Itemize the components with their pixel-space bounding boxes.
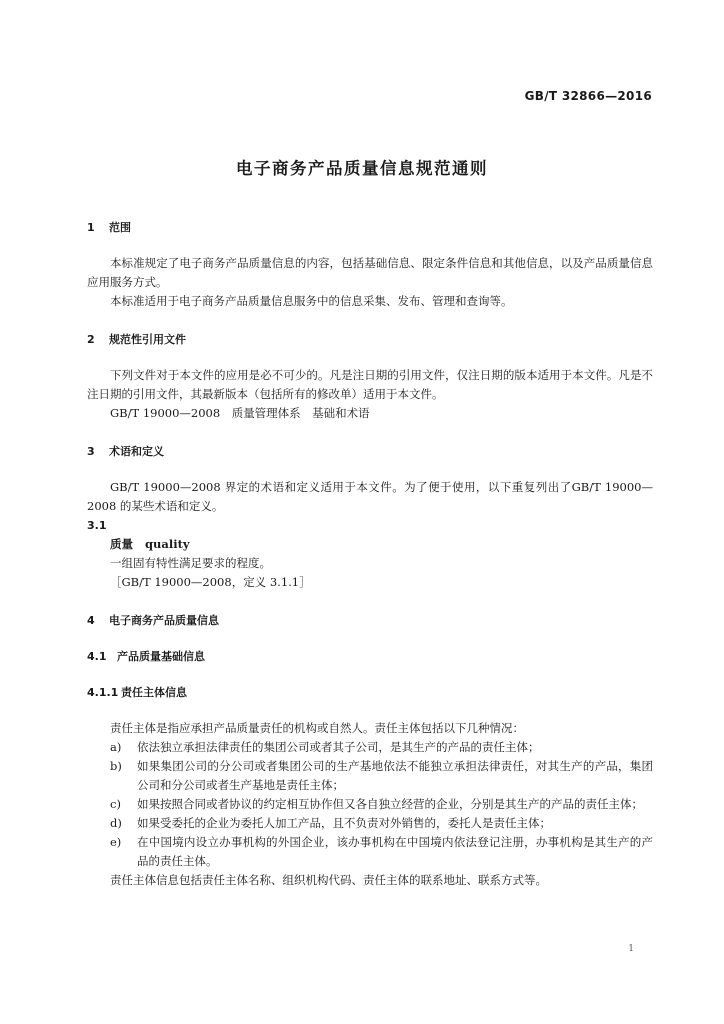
section-3-heading bbox=[87, 442, 653, 461]
list-item bbox=[87, 738, 653, 757]
section-1-heading bbox=[87, 218, 653, 237]
section-title: 产品质量基础信息 bbox=[117, 650, 205, 663]
term-number: 3.1 bbox=[87, 519, 107, 532]
document-body bbox=[87, 218, 653, 890]
list-marker: c) bbox=[110, 797, 121, 811]
paragraph: 责任主体是指应承担产品质量责任的机构或自然人。责任主体包括以下几种情况： bbox=[110, 721, 524, 735]
list-marker: e) bbox=[110, 835, 122, 849]
list-item bbox=[87, 814, 653, 833]
term-chinese: 质量 bbox=[110, 537, 133, 551]
document-code: GB/T 32866—2016 bbox=[524, 89, 652, 103]
document-title: 电子商务产品质量信息规范通则 bbox=[236, 159, 488, 178]
section-title: 责任主体信息 bbox=[121, 686, 187, 699]
section-4-1-1-heading bbox=[87, 683, 653, 702]
list-marker: b) bbox=[110, 759, 122, 773]
list-item bbox=[87, 795, 653, 814]
list-marker: a) bbox=[110, 740, 122, 754]
section-title: 规范性引用文件 bbox=[109, 333, 186, 346]
list-text: 如果受委托的企业为委托人加工产品，且不负责对外销售的，委托人是责任主体； bbox=[137, 816, 551, 830]
list-text: 如果集团公司的分公司或者集团公司的生产基地依法不能独立承担法律责任，对其生产的产品，集团公司和分公司或者生产基地是责任主体； bbox=[137, 759, 653, 792]
list-item bbox=[87, 833, 653, 871]
list-text: 在中国境内设立办事机构的外国企业，该办事机构在中国境内依法登记注册，办事机构是其生产的产品的责任主体。 bbox=[137, 835, 653, 868]
page-number: 1 bbox=[628, 944, 634, 954]
term-source: ［GB/T 19000—2008，定义 3.1.1］ bbox=[110, 575, 311, 589]
list-text: 依法独立承担法律责任的集团公司或者其子公司，是其生产的产品的责任主体； bbox=[137, 740, 540, 754]
paragraph: 本标准规定了电子商务产品质量信息的内容，包括基础信息、限定条件信息和其他信息，以及产品质量信息应用服务方式。 bbox=[87, 256, 653, 289]
section-number: 4 bbox=[87, 614, 95, 627]
paragraph: 本标准适用于电子商务产品质量信息服务中的信息采集、发布、管理和查询等。 bbox=[110, 294, 513, 308]
normative-reference: GB/T 19000—2008 质量管理体系 基础和术语 bbox=[110, 406, 370, 420]
section-number: 4.1 bbox=[87, 650, 107, 663]
term-english: quality bbox=[145, 537, 190, 551]
section-title: 范围 bbox=[109, 221, 131, 234]
section-4-1-heading bbox=[87, 647, 653, 666]
paragraph: GB/T 19000—2008 界定的术语和定义适用于本文件。为了便于使用，以下重复列出了GB/T 19000—2008 的某些术语和定义。 bbox=[87, 480, 653, 513]
paragraph: 责任主体信息包括责任主体名称、组织机构代码、责任主体的联系地址、联系方式等。 bbox=[110, 873, 547, 887]
section-number: 2 bbox=[87, 333, 95, 346]
section-number: 4.1.1 bbox=[87, 686, 119, 699]
list-text: 如果按照合同或者协议的约定相互协作但又各自独立经营的企业，分别是其生产的产品的责任主体； bbox=[137, 797, 643, 811]
section-2-heading bbox=[87, 330, 653, 349]
section-title: 电子商务产品质量信息 bbox=[109, 614, 219, 627]
section-title: 术语和定义 bbox=[109, 445, 164, 458]
term-entry bbox=[87, 535, 653, 554]
section-number: 3 bbox=[87, 445, 95, 458]
paragraph: 下列文件对于本文件的应用是必不可少的。凡是注日期的引用文件，仅注日期的版本适用于本文件。凡是不注日期的引用文件，其最新版本（包括所有的修改单）适用于本文件。 bbox=[87, 368, 653, 401]
section-number: 1 bbox=[87, 221, 95, 234]
list-item bbox=[87, 757, 653, 795]
term-definition: 一组固有特性满足要求的程度。 bbox=[110, 556, 271, 570]
list-marker: d) bbox=[110, 816, 122, 830]
section-4-heading bbox=[87, 611, 653, 630]
